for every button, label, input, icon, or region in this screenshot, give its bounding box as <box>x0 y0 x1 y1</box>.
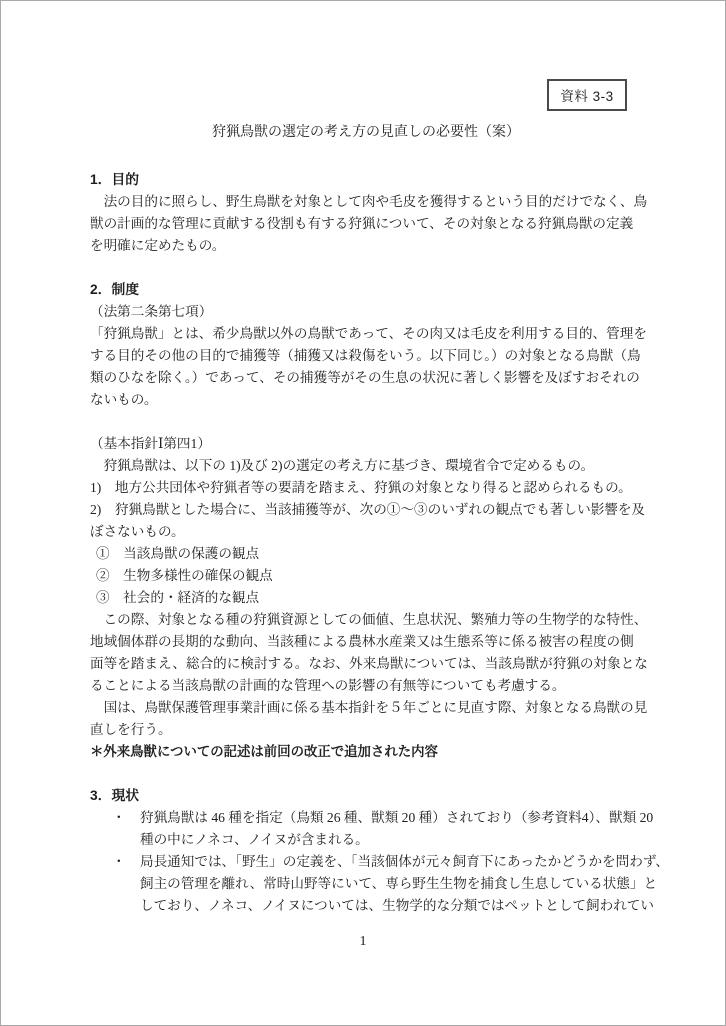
amendment-note: ＊外来鳥獣についての記述は前回の改正で追加された内容 <box>90 744 438 759</box>
text-line: 飼主の管理を離れ、常時山野等にいて、専ら野生生物を捕食し生息している状態」と <box>140 876 658 891</box>
document-title: 狩猟鳥獣の選定の考え方の見直しの必要性（案） <box>212 125 520 140</box>
text-line: 面等を踏まえ、総合的に検討する。なお、外来鳥獣については、当該鳥獣が狩猟の対象とな <box>90 656 648 671</box>
text-line: 1) 地方公共団体や狩猟者等の要請を踏まえ、狩猟の対象となり得ると認められるもの。 <box>90 480 632 495</box>
document-reference-label: 資料 3-3 <box>560 89 614 104</box>
viewpoint-list <box>90 543 642 609</box>
text-line: 獣の計画的な管理に貢献する役割も有する狩猟について、その対象となる狩猟鳥獣の定義 <box>90 216 634 231</box>
text-line: 地域個体群の長期的な動向、当該種による農林水産業又は生態系等に係る被害の程度の側 <box>90 634 634 649</box>
document-reference-label-box <box>547 79 627 111</box>
text-line: ないもの。 <box>90 392 158 407</box>
law-article-heading: （法第二条第七項） <box>90 304 213 319</box>
text-line: この際、対象となる種の狩猟資源としての価値、生息状況、繁殖力等の生物学的な特性、 <box>90 612 648 627</box>
guideline-paragraph <box>90 455 646 543</box>
text-line: 種の中にノネコ、ノイヌが含まれる。 <box>140 832 369 847</box>
text-line: ることによる当該鳥獣の計画的な管理への影響の有無等についても考慮する。 <box>90 678 566 693</box>
status-bullet-text <box>140 851 669 917</box>
text-line: 直しを行う。 <box>90 722 172 737</box>
document-body <box>90 122 669 917</box>
text-line: ① 当該鳥獣の保護の観点 <box>96 546 260 561</box>
text-line: 狩猟鳥獣は、以下の 1)及び 2)の選定の考え方に基づき、環境省令で定めるもの。 <box>90 458 595 473</box>
guideline-heading: （基本指針Ⅰ第四1） <box>90 436 211 451</box>
text-line: する目的その他の目的で捕獲等（捕獲又は殺傷をいう。以下同じ。）の対象となる鳥獣（鳥 <box>90 348 641 363</box>
section-heading-status: 3．現状 <box>90 788 140 803</box>
text-line: ぼさないもの。 <box>90 524 185 539</box>
bullet-marker: ・ <box>112 854 126 869</box>
text-line: ② 生物多様性の確保の観点 <box>96 568 273 583</box>
law-definition-paragraph <box>90 323 647 411</box>
text-line: 類のひなを除く。）であって、その捕獲等がその生息の状況に著しく影響を及ぼすおそれの <box>90 370 640 385</box>
purpose-paragraph <box>90 191 648 257</box>
page-number: 1 <box>359 934 367 949</box>
section-heading-purpose: 1．目的 <box>90 172 140 187</box>
text-line: 国は、鳥獣保護管理事業計画に係る基本指針を５年ごとに見直す際、対象となる鳥獣の見 <box>90 700 648 715</box>
bullet-marker: ・ <box>112 810 126 825</box>
text-line: ③ 社会的・経済的な観点 <box>96 590 260 605</box>
text-line: 狩猟鳥獣は 46 種を指定（鳥類 26 種、獣類 20 種）されており（参考資料4）、獣類 20 <box>140 810 654 825</box>
text-line: しており、ノネコ、ノイヌについては、生物学的な分類ではペットとして飼われてい <box>140 898 654 913</box>
text-line: 2) 狩猟鳥獣とした場合に、当該捕獲等が、次の①～③のいずれの観点でも著しい影響を及 <box>90 502 646 517</box>
text-line: 法の目的に照らし、野生鳥獣を対象として肉や毛皮を獲得するという目的だけでなく、鳥 <box>90 194 648 209</box>
status-bullet-item <box>112 807 654 851</box>
consideration-paragraph <box>90 609 648 741</box>
status-bullet-item <box>112 851 669 917</box>
text-line: を明確に定めたもの。 <box>90 238 226 253</box>
text-line: 「狩猟鳥獣」とは、希少鳥獣以外の鳥獣であって、その肉又は毛皮を利用する目的、管理を <box>90 326 647 341</box>
section-heading-system: 2．制度 <box>90 282 140 297</box>
status-bullet-text <box>140 807 653 851</box>
text-line: 局長通知では、「野生」の定義を、「当該個体が元々飼育下にあったかどうかを問わず、 <box>140 854 669 869</box>
